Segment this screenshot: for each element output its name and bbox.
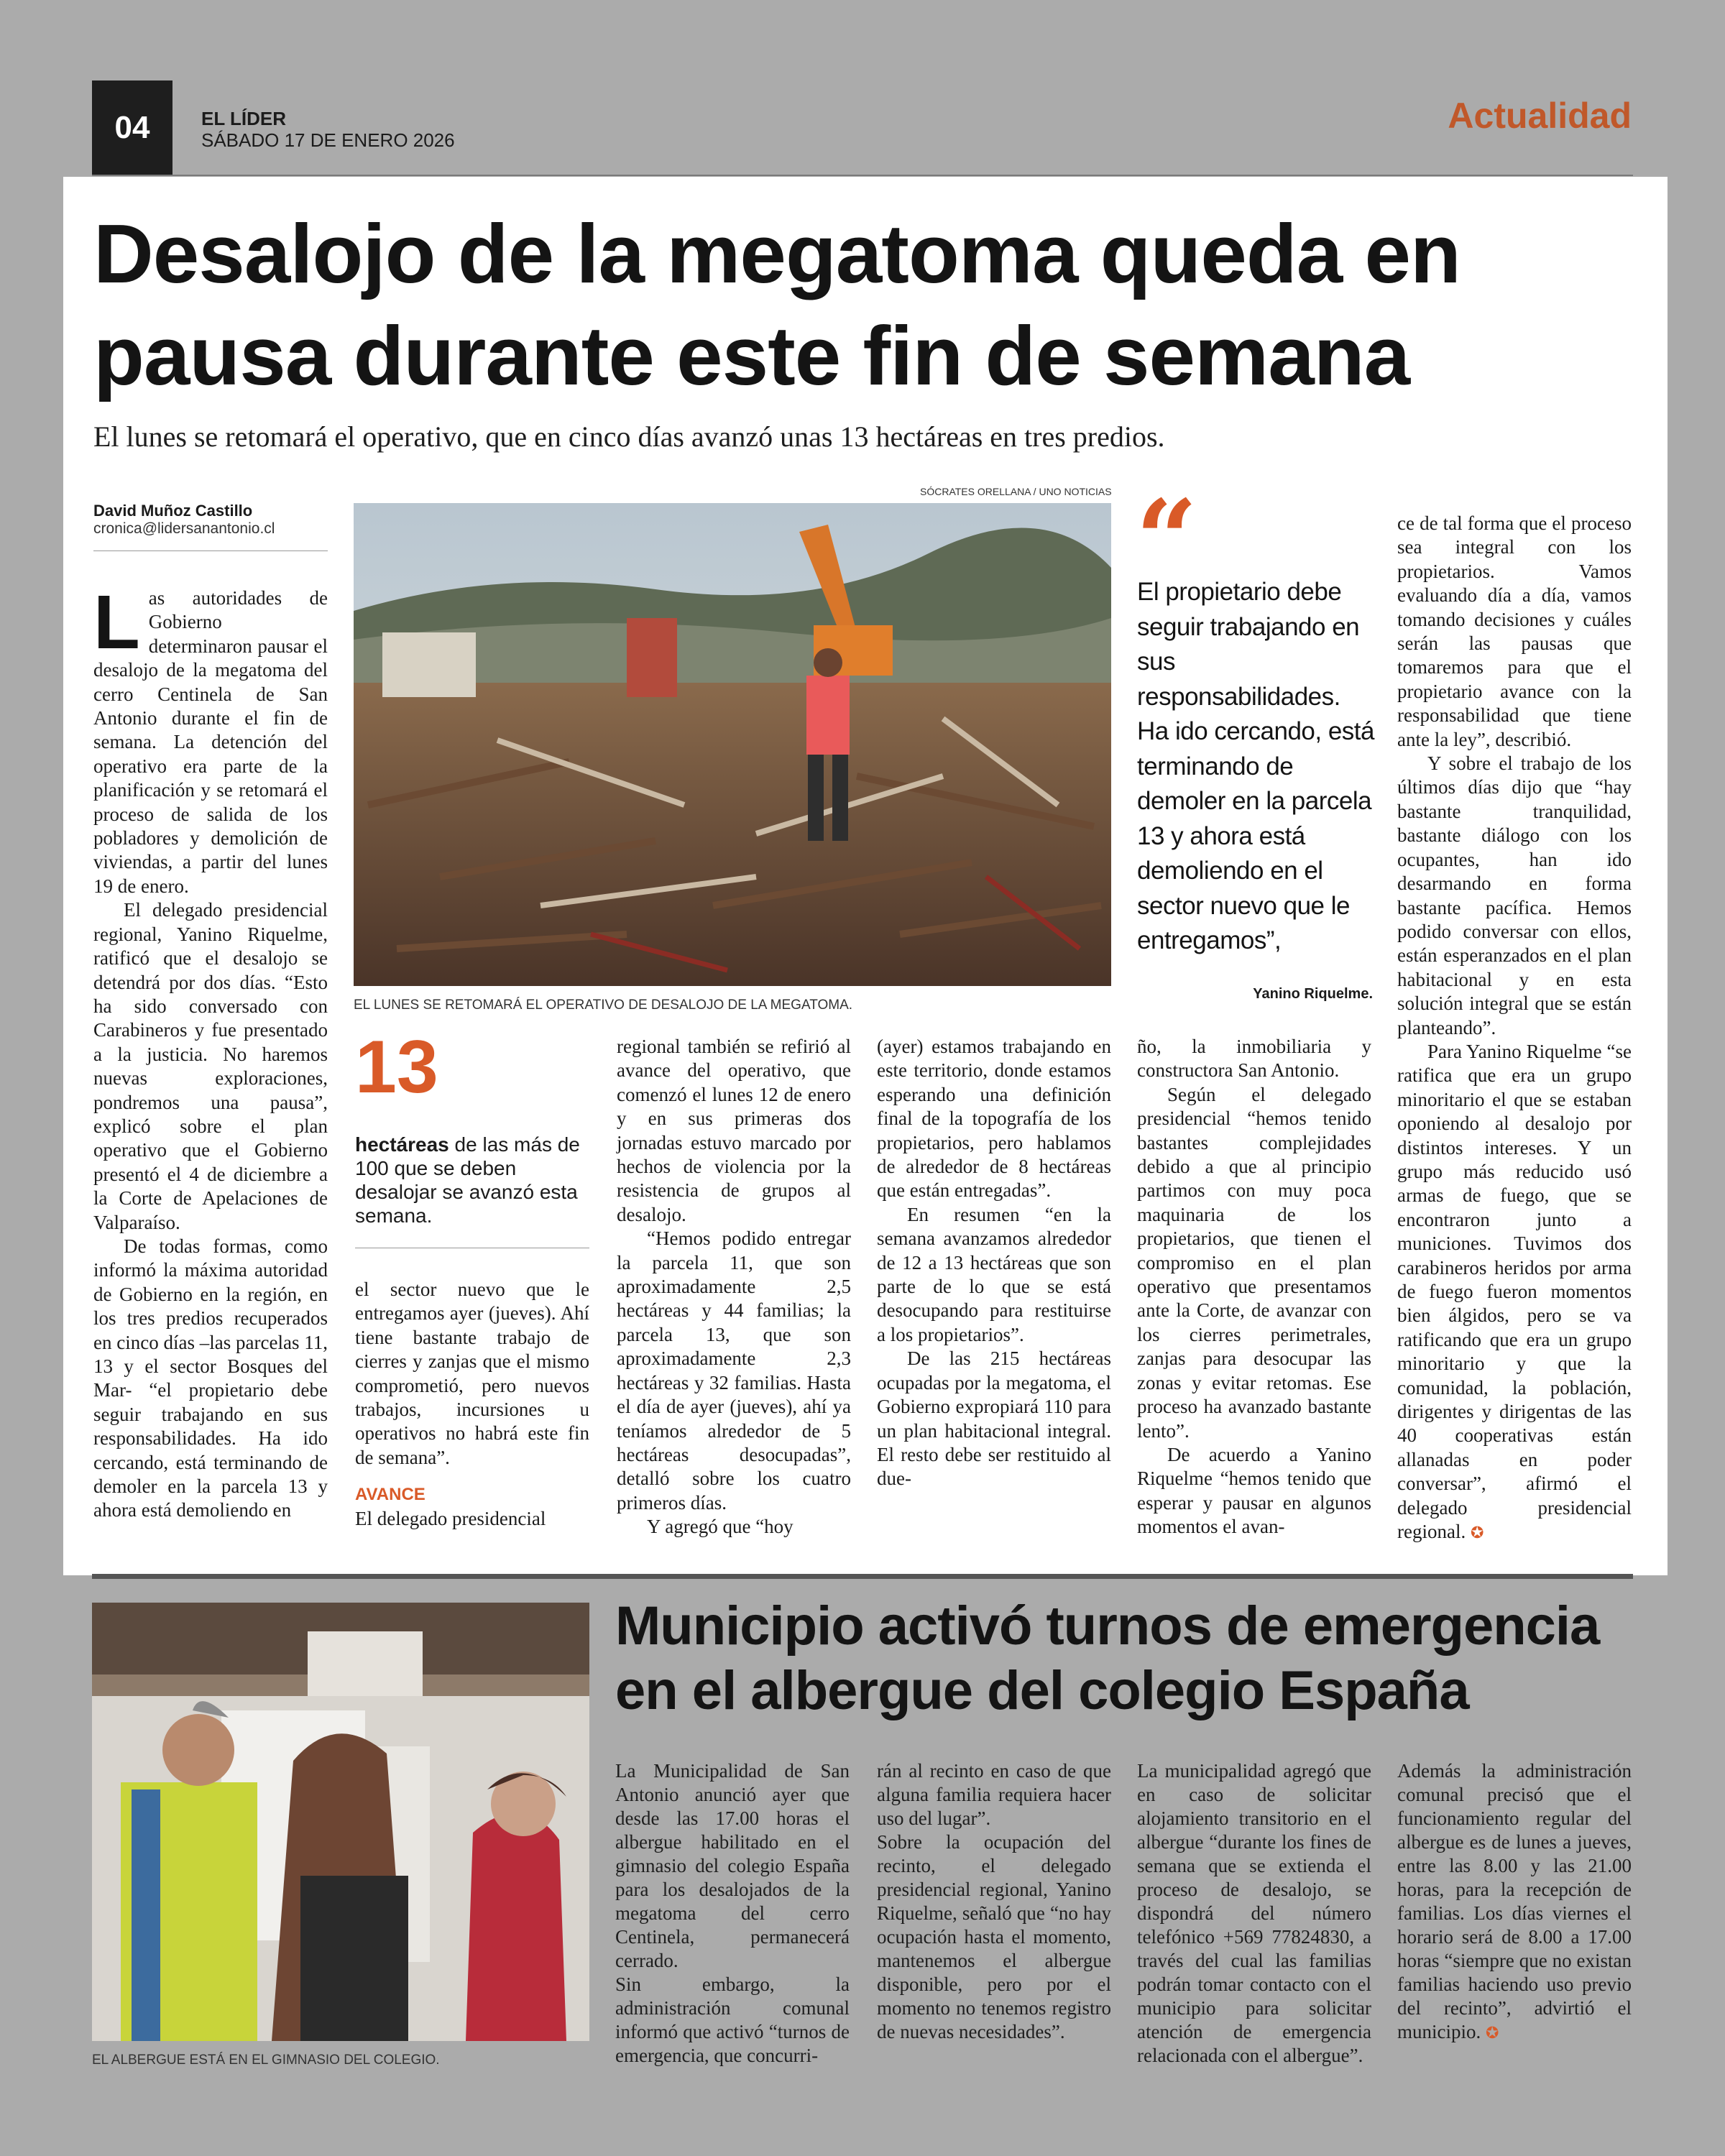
body-paragraph: as autoridades de Gobierno determinaron pausar el desalojo de la megatoma del cerro Centinela de San Antonio durante el fin de semana. La detención del operativo era parte de la planificación y se retomará el proceso de salida de los pobladores y demolición de viviendas, a partir del lunes 19 de enero.	[93, 587, 328, 897]
author-name: David Muñoz Castillo	[93, 502, 253, 520]
photo-caption: EL ALBERGUE ESTÁ EN EL GIMNASIO DEL COLEGIO.	[92, 2053, 440, 2068]
byline-rule	[93, 550, 328, 551]
article2-column-2	[877, 1759, 1111, 2044]
main-headline	[93, 203, 1639, 407]
pull-quote: El propietario debe seguir trabajando en sus responsabilidades. Ha ido cercando, está terminando de demoler en la parcela 13 y ahora está demoliendo en el sector nuevo que le entregamos”,	[1137, 578, 1374, 954]
body-paragraph: (ayer) estamos trabajando en este territorio, donde estamos esperando una definición final de la topografía de los propietarios, pero hablamos de alrededor de 8 hectáreas que están entregadas”.	[877, 1036, 1111, 1202]
body-paragraph: ce de tal forma que el proceso sea integral con los propietarios. Vamos evaluando día a día, vamos tomando decisiones y cuáles serán las pausas que tomaremos para que el propietario avance con la responsabilidad que tiene ante la ley”, describió.	[1397, 512, 1632, 750]
stat-bold: hectáreas	[355, 1133, 449, 1156]
secondary-headline	[615, 1594, 1636, 1723]
drop-cap: L	[93, 580, 140, 665]
secondary-headline-line2: en el albergue del colegio España	[615, 1660, 1469, 1721]
body-paragraph: El delegado presidencial regional, Yanino Riquelme, ratificó que el desalojo se detendrá por dos días. “Esto ha sido conversado con Carabineros y fue presentado a la justicia. No haremos nuevas exploraciones, pondremos una pausa”, explicó sobre el plan operativo que el Gobierno presentó el 4 de diciembre a la Corte de Apelaciones de Valparaíso.	[93, 899, 328, 1233]
article-column-5	[1137, 1035, 1371, 1539]
body-paragraph: De todas formas, como informó la máxima autoridad de Gobierno en la región, en los tres predios recuperados en cinco días –las parcelas 11, 13 y el sector Bosques del Mar- “el propietario debe seguir trabajando en sus responsabilidades. Ha ido cercando, está terminando de demoler en la parcela 13 y ahora está demoliendo en	[93, 1235, 328, 1521]
body-paragraph: La Municipalidad de San Antonio anunció ayer que desde las 17.00 horas el albergue habilitado en el gimnasio del colegio España para los desalojados de la megatoma del cerro Centinela, permanecerá cerrado.	[615, 1760, 850, 1971]
article-column-1	[93, 580, 328, 1523]
body-paragraph: rán al recinto en caso de que alguna familia requiera hacer uso del lugar”.	[877, 1760, 1111, 1829]
end-mark-icon: ✪	[1470, 1524, 1484, 1543]
end-mark-icon: ✪	[1486, 2024, 1499, 2042]
body-paragraph: Además la administración comunal precisó que el funcionamiento regular del albergue es de lunes a jueves, entre las 8.00 y las 21.00 horas, para la recepción de familias. Los días viernes el horario será de 8.00 a 17.00 horas “siempre que no existan familias haciendo uso previo del recinto”, advirtió el municipio. ✪	[1397, 1760, 1632, 2042]
header-rule	[92, 175, 1633, 176]
body-paragraph: De las 215 hectáreas ocupadas por la megatoma, el Gobierno expropiará 110 para un plan habitacional integral. El resto debe ser restituido al due-	[877, 1348, 1111, 1490]
body-paragraph: regional también se refirió al avance del operativo, que comenzó el lunes 12 de enero y en sus primeras dos jornadas estuvo marcado por hechos de violencia por la resistencia de grupos al desalojo.	[617, 1036, 851, 1225]
quote-mark: “	[1136, 476, 1198, 603]
quote-author: Yanino Riquelme.	[1253, 986, 1373, 1002]
secondary-headline-line1: Municipio activó turnos de emergencia	[615, 1595, 1600, 1657]
main-headline-line1: Desalojo de la megatoma queda en	[93, 207, 1460, 300]
stat-number: 13	[355, 1026, 438, 1109]
stat-text	[355, 1133, 589, 1227]
body-paragraph: Para Yanino Riquelme “se ratifica que era un grupo minoritario el que se estaban oponiendo al desalojo por distintos intereses. Y un grupo más reducido usó armas de fuego, que se encontraron junto a municiones. Tuvimos dos carabineros heridos por arma de fuego fueron momentos bien álgidos, pero se va ratificando que era un grupo minoritario y que la comunidad, la población, dirigentes y dirigentas de las 40 cooperativas están allanadas en poder conversar”, afirmó el delegado presidencial regional. ✪	[1397, 1040, 1632, 1543]
shelter-photo	[92, 1603, 589, 2041]
main-headline-line2: pausa durante este fin de semana	[93, 309, 1410, 402]
avance-subhead: AVANCE	[355, 1485, 426, 1505]
photo-caption: EL LUNES SE RETOMARÁ EL OPERATIVO DE DESALOJO DE LA MEGATOMA.	[354, 998, 853, 1013]
author-email: cronica@lidersanantonio.cl	[93, 520, 275, 537]
publication-date: SÁBADO 17 DE ENERO 2026	[201, 129, 455, 151]
article-separator	[92, 1574, 1633, 1579]
article-column-2	[355, 1278, 589, 1531]
article-column-4	[877, 1035, 1111, 1491]
body-paragraph: Sin embargo, la administración comunal informó que activó “turnos de emergencia, que concurri-	[615, 1973, 850, 2066]
article-column-3	[617, 1035, 851, 1539]
body-paragraph: Según el delegado presidencial “hemos tenido bastantes complejidades debido a que al principio partimos con muy poca maquinaria de los propietarios, que tienen el compromiso en el plan operativo que presentamos ante la Corte, de avanzar con los cierres perimetrales, zanjas para desocupar las zonas y evitar retomas. Ese proceso ha avanzado bastante lento”.	[1137, 1083, 1371, 1442]
body-paragraph: En resumen “en la semana avanzamos alrededor de 12 a 13 hectáreas que son parte de lo que se está desocupando para restituirse a los propietarios”.	[877, 1203, 1111, 1345]
body-paragraph: Y agregó que “hoy	[647, 1516, 794, 1538]
article2-column-4	[1397, 1759, 1632, 2045]
section-title: Actualidad	[1448, 96, 1632, 136]
body-paragraph: La municipalidad agregó que en caso de solicitar alojamiento transitorio en el albergue “durante los fines de semana que se extienda el proceso de desalojo, se dispondrá del número telefónico +569 77824830, a través del cual las familias podrán tomar contacto con el municipio para solicitar atención de emergencia relacionada con el albergue”.	[1137, 1760, 1371, 2066]
body-paragraph: el sector nuevo que le entregamos ayer (jueves). Ahí tiene bastante trabajo de cierres y zanjas que el mismo comprometió, pero nuevos trabajos, incursiones u operativos no habrá este fin de semana”.	[355, 1279, 589, 1468]
demolition-photo	[354, 503, 1111, 986]
main-subhead: El lunes se retomará el operativo, que en cinco días avanzó unas 13 hectáreas en tres predios.	[93, 420, 1165, 453]
body-paragraph: “Hemos podido entregar la parcela 11, que son aproximadamente 2,5 hectáreas y 44 familias; la parcela 13, que son aproximadamente 2,3 hectáreas y 32 familias. Hasta el día de ayer (jueves), ahí ya teníamos alrededor de 5 hectáreas desocupadas”, detalló sobre los cuatro primeros días.	[617, 1227, 851, 1514]
body-paragraph: El delegado presidencial	[355, 1507, 546, 1529]
body-paragraph: Sobre la ocupación del recinto, el delegado presidencial regional, Yanino Riquelme, señaló que “no hay ocupación hasta el momento, mantenemos el albergue disponible, pero por el momento no tenemos registro de nuevas necesidades”.	[877, 1831, 1111, 2042]
article2-column-3	[1137, 1759, 1371, 2068]
stat-rest: de las más de 100 que se deben desalojar se avanzó esta semana.	[355, 1133, 580, 1227]
page-number: 04	[92, 80, 172, 175]
publication-name: EL LÍDER	[201, 108, 286, 129]
article-column-6	[1397, 512, 1632, 1545]
body-paragraph: Y sobre el trabajo de los últimos días dijo que “hay bastante tranquilidad, bastante diálogo con los ocupantes, han ido desarmando en forma bastante pacífica. Hemos podido conversar con ellos, están esperanzados en el plan habitacional y en esta solución integral que se están planteando”.	[1397, 752, 1632, 1038]
photo-credit: SÓCRATES ORELLANA / UNO NOTICIAS	[920, 486, 1112, 497]
body-paragraph: ño, la inmobiliaria y constructora San Antonio.	[1137, 1036, 1371, 1082]
article2-column-1	[615, 1759, 850, 2068]
body-paragraph: De acuerdo a Yanino Riquelme “hemos tenido que esperar y pausar en algunos momentos el avan-	[1137, 1443, 1371, 1538]
